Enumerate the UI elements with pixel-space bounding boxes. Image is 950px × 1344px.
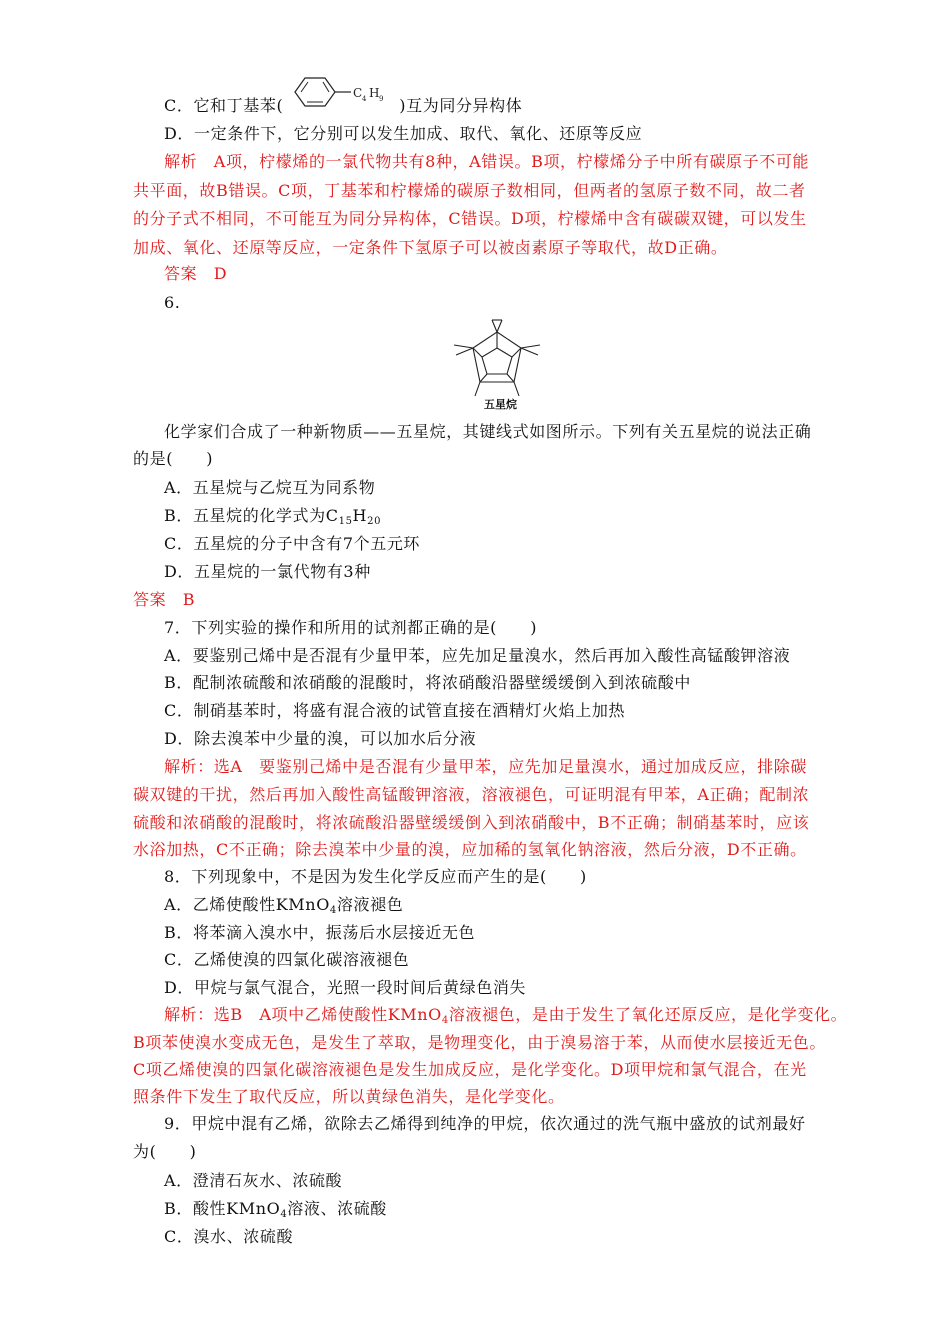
q8-analysis-line: 照条件下发生了取代反应，所以黄绿色消失，是化学变化。: [133, 1087, 565, 1106]
q7-analysis-line: 解析：选A 要鉴别己烯中是否混有少量甲苯，应先加足量溴水，通过加成反应，排除碳: [164, 757, 807, 776]
q8-option-a: A．乙烯使酸性KMnO$_4$溶液褪色: [164, 895, 404, 916]
pentastarane-structure-figure: [452, 318, 542, 400]
q7-analysis-line: 碳双键的干扰，然后再加入酸性高锰酸钾溶液，溶液褪色，可证明混有甲苯，A正确；配制浓: [133, 785, 810, 804]
q5-answer: 答案 D: [164, 264, 228, 283]
butyl-h-label: H: [369, 86, 380, 100]
q6-number: 6.: [164, 293, 181, 312]
q8-analysis-line: B项苯使溴水变成无色，是发生了萃取，是物理变化，由于溴易溶于苯，从而使水层接近无色。: [133, 1033, 826, 1052]
q9-stem: 9．甲烷中混有乙烯，欲除去乙烯得到纯净的甲烷，依次通过的洗气瓶中盛放的试剂最好: [164, 1114, 806, 1133]
q9-stem-cont: 为( ): [133, 1142, 197, 1161]
q6-stem-cont: 的是( ): [133, 449, 214, 468]
q9-option-b: B．酸性KMnO$_4$溶液、浓硫酸: [164, 1199, 387, 1220]
q7-analysis-line: 水浴加热，C不正确；除去溴苯中少量的溴，应加稀的氢氧化钠溶液，然后分液，D不正确。: [133, 840, 807, 859]
q6-option-b: B．五星烷的化学式为$C_{15}H_{20}$: [164, 506, 382, 527]
q6-answer: 答案 B: [133, 590, 196, 609]
q5-option-c-text-end: )互为同分异构体: [399, 96, 523, 115]
butyl-h-subscript: 9: [379, 95, 384, 103]
q7-option-b: B．配制浓硫酸和浓硝酸的混酸时，将浓硝酸沿器壁缓缓倒入到浓硫酸中: [164, 673, 691, 692]
butyl-c-subscript: 4: [362, 95, 367, 103]
q7-option-c: C．制硝基苯时，将盛有混合液的试管直接在酒精灯火焰上加热: [164, 701, 626, 720]
q9-option-a: A．澄清石灰水、浓硫酸: [164, 1171, 343, 1190]
q5-analysis-line: 解析 A项，柠檬烯的一氯代物共有8种，A错误。B项，柠檬烯分子中所有碳原子不可能: [164, 152, 810, 171]
q7-stem: 7．下列实验的操作和所用的试剂都正确的是( ): [164, 618, 538, 637]
q9-option-c: C．溴水、浓硫酸: [164, 1227, 294, 1246]
q6-option-d: D．五星烷的一氯代物有3种: [164, 562, 371, 581]
q8-option-d: D．甲烷与氯气混合，光照一段时间后黄绿色消失: [164, 978, 527, 997]
q5-option-c-text: C．它和丁基苯(: [164, 96, 284, 115]
q5-analysis-line: 的分子式不相同，不可能互为同分异构体，C错误。D项，柠檬烯中含有碳碳双键，可以发生: [133, 209, 807, 228]
q5-analysis-line: 共平面，故B错误。C项，丁基苯和柠檬烯的碳原子数相同，但两者的氢原子数不同，故二者: [133, 181, 806, 200]
q7-option-d: D．除去溴苯中少量的溴，可以加水后分液: [164, 729, 477, 748]
butylbenzene-structure: [279, 72, 397, 114]
q6-option-a: A．五星烷与乙烷互为同系物: [164, 478, 376, 497]
q7-analysis-line: 硫酸和浓硝酸的混酸时，将浓硫酸沿器壁缓缓倒入到浓硝酸中，B不正确；制硝基苯时，应该: [133, 813, 810, 832]
q5-analysis-line: 加成、氧化、还原等反应，一定条件下氢原子可以被卤素原子等取代，故D正确。: [133, 238, 728, 257]
q6-stem: 化学家们合成了一种新物质——五星烷，其键线式如图所示。下列有关五星烷的说法正确: [164, 422, 812, 441]
q5-option-d: D．一定条件下，它分别可以发生加成、取代、氧化、还原等反应: [164, 124, 643, 143]
q7-option-a: A．要鉴别己烯中是否混有少量甲苯，应先加足量溴水，然后再加入酸性高锰酸钾溶液: [164, 646, 791, 665]
q6-option-c: C．五星烷的分子中含有7个五元环: [164, 534, 421, 553]
figure-caption: 五星烷: [484, 398, 517, 411]
q8-stem: 8．下列现象中，不是因为发生化学反应而产生的是( ): [164, 867, 587, 886]
q8-option-c: C．乙烯使溴的四氯化碳溶液褪色: [164, 950, 410, 969]
q8-analysis-line: 解析：选B A项中乙烯使酸性KMnO$_4$溶液褪色，是由于发生了氧化还原反应，是化学变化。: [164, 1005, 848, 1026]
q8-analysis-line: C项乙烯使溴的四氯化碳溶液褪色是发生加成反应，是化学变化。D项甲烷和氯气混合，在光: [133, 1060, 807, 1079]
q8-option-b: B．将苯滴入溴水中，振荡后水层接近无色: [164, 923, 476, 942]
butyl-c-label: C: [353, 86, 363, 100]
